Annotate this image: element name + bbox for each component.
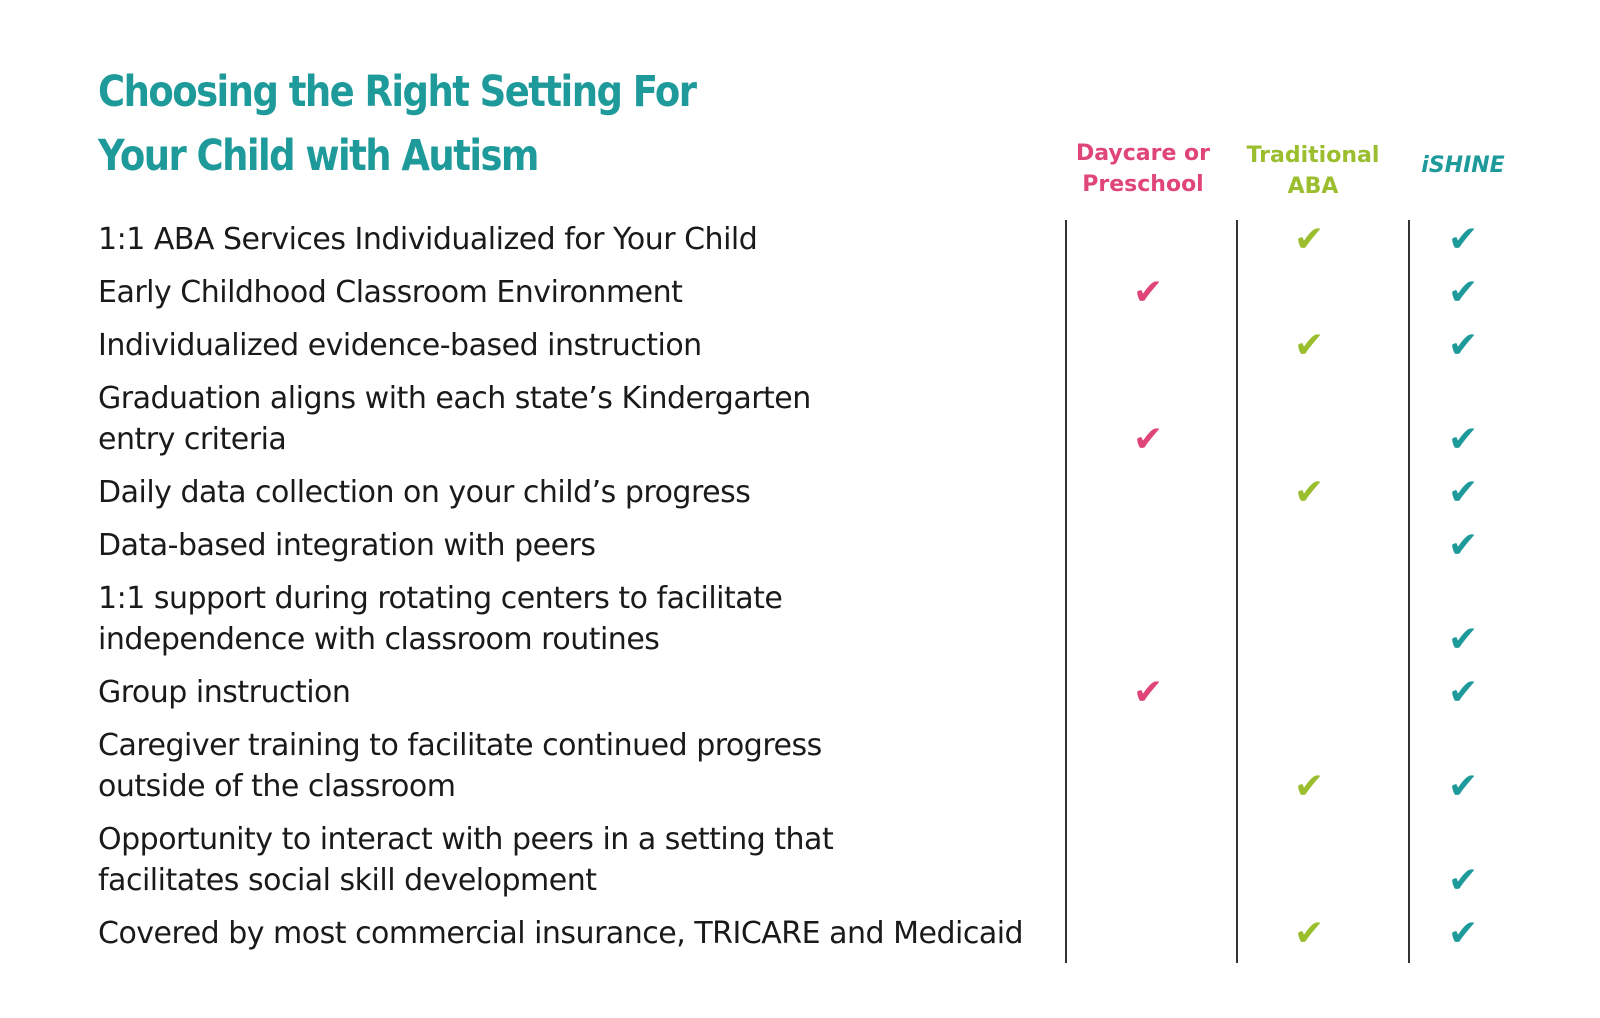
check-icon-ishine: ✔ xyxy=(1448,272,1479,313)
row-label-line: 1:1 support during rotating centers to facilitate xyxy=(98,581,783,616)
row-label-line: Daily data collection on your child’s progress xyxy=(98,475,751,510)
check-icon-ishine: ✔ xyxy=(1448,525,1479,566)
check-icon-aba: ✔ xyxy=(1294,219,1325,260)
column-header-daycare xyxy=(1058,138,1228,200)
column-header-ishine xyxy=(1378,150,1548,181)
check-icon-ishine: ✔ xyxy=(1448,619,1479,660)
row-label-line: Individualized evidence-based instruction xyxy=(98,328,702,363)
row-label xyxy=(98,913,1024,954)
check-icon-ishine: ✔ xyxy=(1448,913,1479,954)
row-label-line: Early Childhood Classroom Environment xyxy=(98,275,683,310)
row-label-line: facilitates social skill development xyxy=(98,863,597,898)
row-label-line: Group instruction xyxy=(98,675,351,710)
column-divider-aba xyxy=(1236,220,1238,963)
row-label-line: independence with classroom routines xyxy=(98,622,660,657)
row-label-line: outside of the classroom xyxy=(98,769,456,804)
row-label-line: Covered by most commercial insurance, TRICARE and Medicaid xyxy=(98,916,1024,951)
check-icon-aba: ✔ xyxy=(1294,472,1325,513)
row-label xyxy=(98,378,998,460)
check-icon-aba: ✔ xyxy=(1294,325,1325,366)
row-label xyxy=(98,272,998,313)
check-icon-ishine: ✔ xyxy=(1448,472,1479,513)
row-label-line: 1:1 ABA Services Individualized for Your Child xyxy=(98,222,758,257)
column-header-aba-line-2: ABA xyxy=(1287,174,1339,199)
column-divider-daycare xyxy=(1065,220,1067,963)
row-label xyxy=(98,325,998,366)
page-title xyxy=(98,60,752,188)
check-icon-daycare: ✔ xyxy=(1133,672,1164,713)
row-label-line: Data-based integration with peers xyxy=(98,528,596,563)
check-icon-ishine: ✔ xyxy=(1448,766,1479,807)
title-line-1: Choosing the Right Setting For xyxy=(98,67,696,117)
row-label-line: entry criteria xyxy=(98,422,287,457)
column-header-daycare-line-2: Preschool xyxy=(1082,172,1204,197)
check-icon-aba: ✔ xyxy=(1294,766,1325,807)
row-label xyxy=(98,525,998,566)
check-icon-daycare: ✔ xyxy=(1133,419,1164,460)
check-icon-daycare: ✔ xyxy=(1133,272,1164,313)
row-label xyxy=(98,725,998,807)
check-icon-ishine: ✔ xyxy=(1448,219,1479,260)
check-icon-aba: ✔ xyxy=(1294,913,1325,954)
column-header-ishine-line-1: iSHINE xyxy=(1421,153,1505,178)
row-label xyxy=(98,672,998,713)
column-header-aba-line-1: Traditional xyxy=(1246,143,1380,168)
column-divider-ishine xyxy=(1408,220,1410,963)
check-icon-ishine: ✔ xyxy=(1448,325,1479,366)
row-label-line: Graduation aligns with each state’s Kindergarten xyxy=(98,381,811,416)
check-icon-ishine: ✔ xyxy=(1448,672,1479,713)
column-header-aba xyxy=(1228,140,1398,202)
row-label-line: Opportunity to interact with peers in a setting that xyxy=(98,822,834,857)
title-line-2: Your Child with Autism xyxy=(98,131,538,181)
row-label xyxy=(98,578,998,660)
row-label xyxy=(98,219,998,260)
row-label xyxy=(98,819,998,901)
check-icon-ishine: ✔ xyxy=(1448,860,1479,901)
row-label xyxy=(98,472,998,513)
check-icon-ishine: ✔ xyxy=(1448,419,1479,460)
row-label-line: Caregiver training to facilitate continued progress xyxy=(98,728,822,763)
column-header-daycare-line-1: Daycare or xyxy=(1075,141,1211,166)
